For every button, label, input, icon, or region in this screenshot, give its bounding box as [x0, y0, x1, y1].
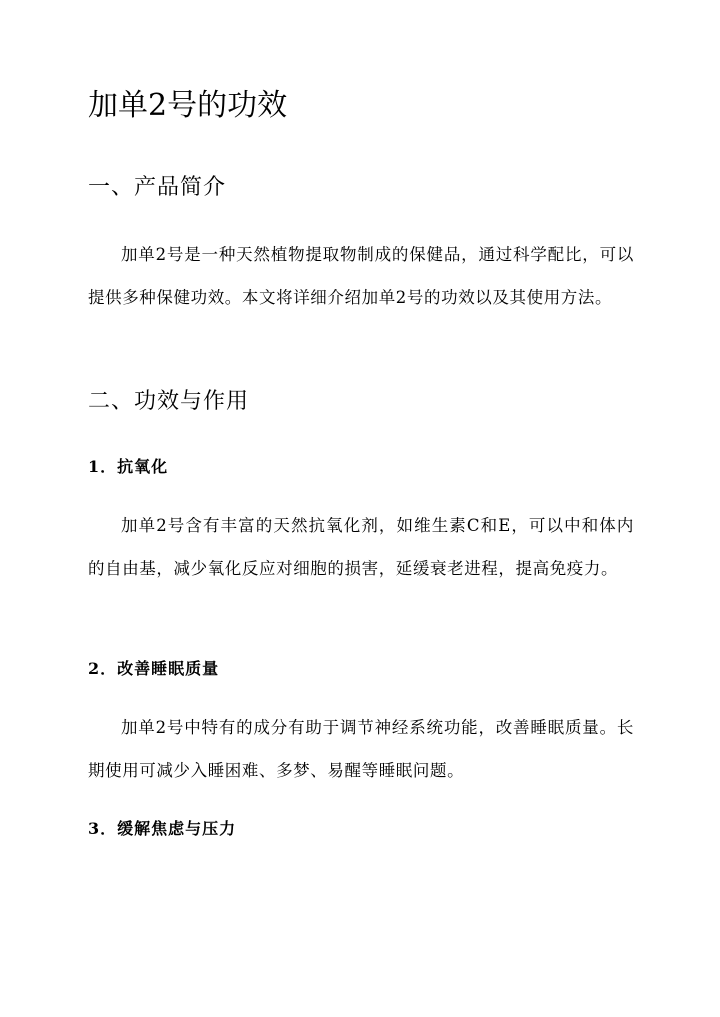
antioxidant-paragraph: 加单2号含有丰富的天然抗氧化剂，如维生素C和E，可以中和体内的自由基，减少氧化反应对细胞的损害，延缓衰老进程，提高免疫力。 — [88, 516, 634, 578]
product-intro-paragraph: 加单2号是一种天然植物提取物制成的保健品，通过科学配比，可以提供多种保健功效。本文将详细介绍加单2号的功效以及其使用方法。 — [88, 245, 634, 307]
subheading-sleep-quality: 2．改善睡眠质量 — [88, 659, 220, 678]
subheading-antioxidant: 1．抗氧化 — [88, 457, 169, 476]
section-heading-effects: 二、功效与作用 — [88, 389, 250, 414]
sleep-quality-paragraph: 加单2号中特有的成分有助于调节神经系统功能，改善睡眠质量。长期使用可减少入睡困难、多梦、易醒等睡眠问题。 — [88, 718, 634, 780]
subheading-anxiety-stress: 3．缓解焦虑与压力 — [88, 819, 237, 838]
document-title: 加单2号的功效 — [88, 88, 288, 123]
section-heading-product-intro: 一、产品简介 — [88, 175, 227, 200]
